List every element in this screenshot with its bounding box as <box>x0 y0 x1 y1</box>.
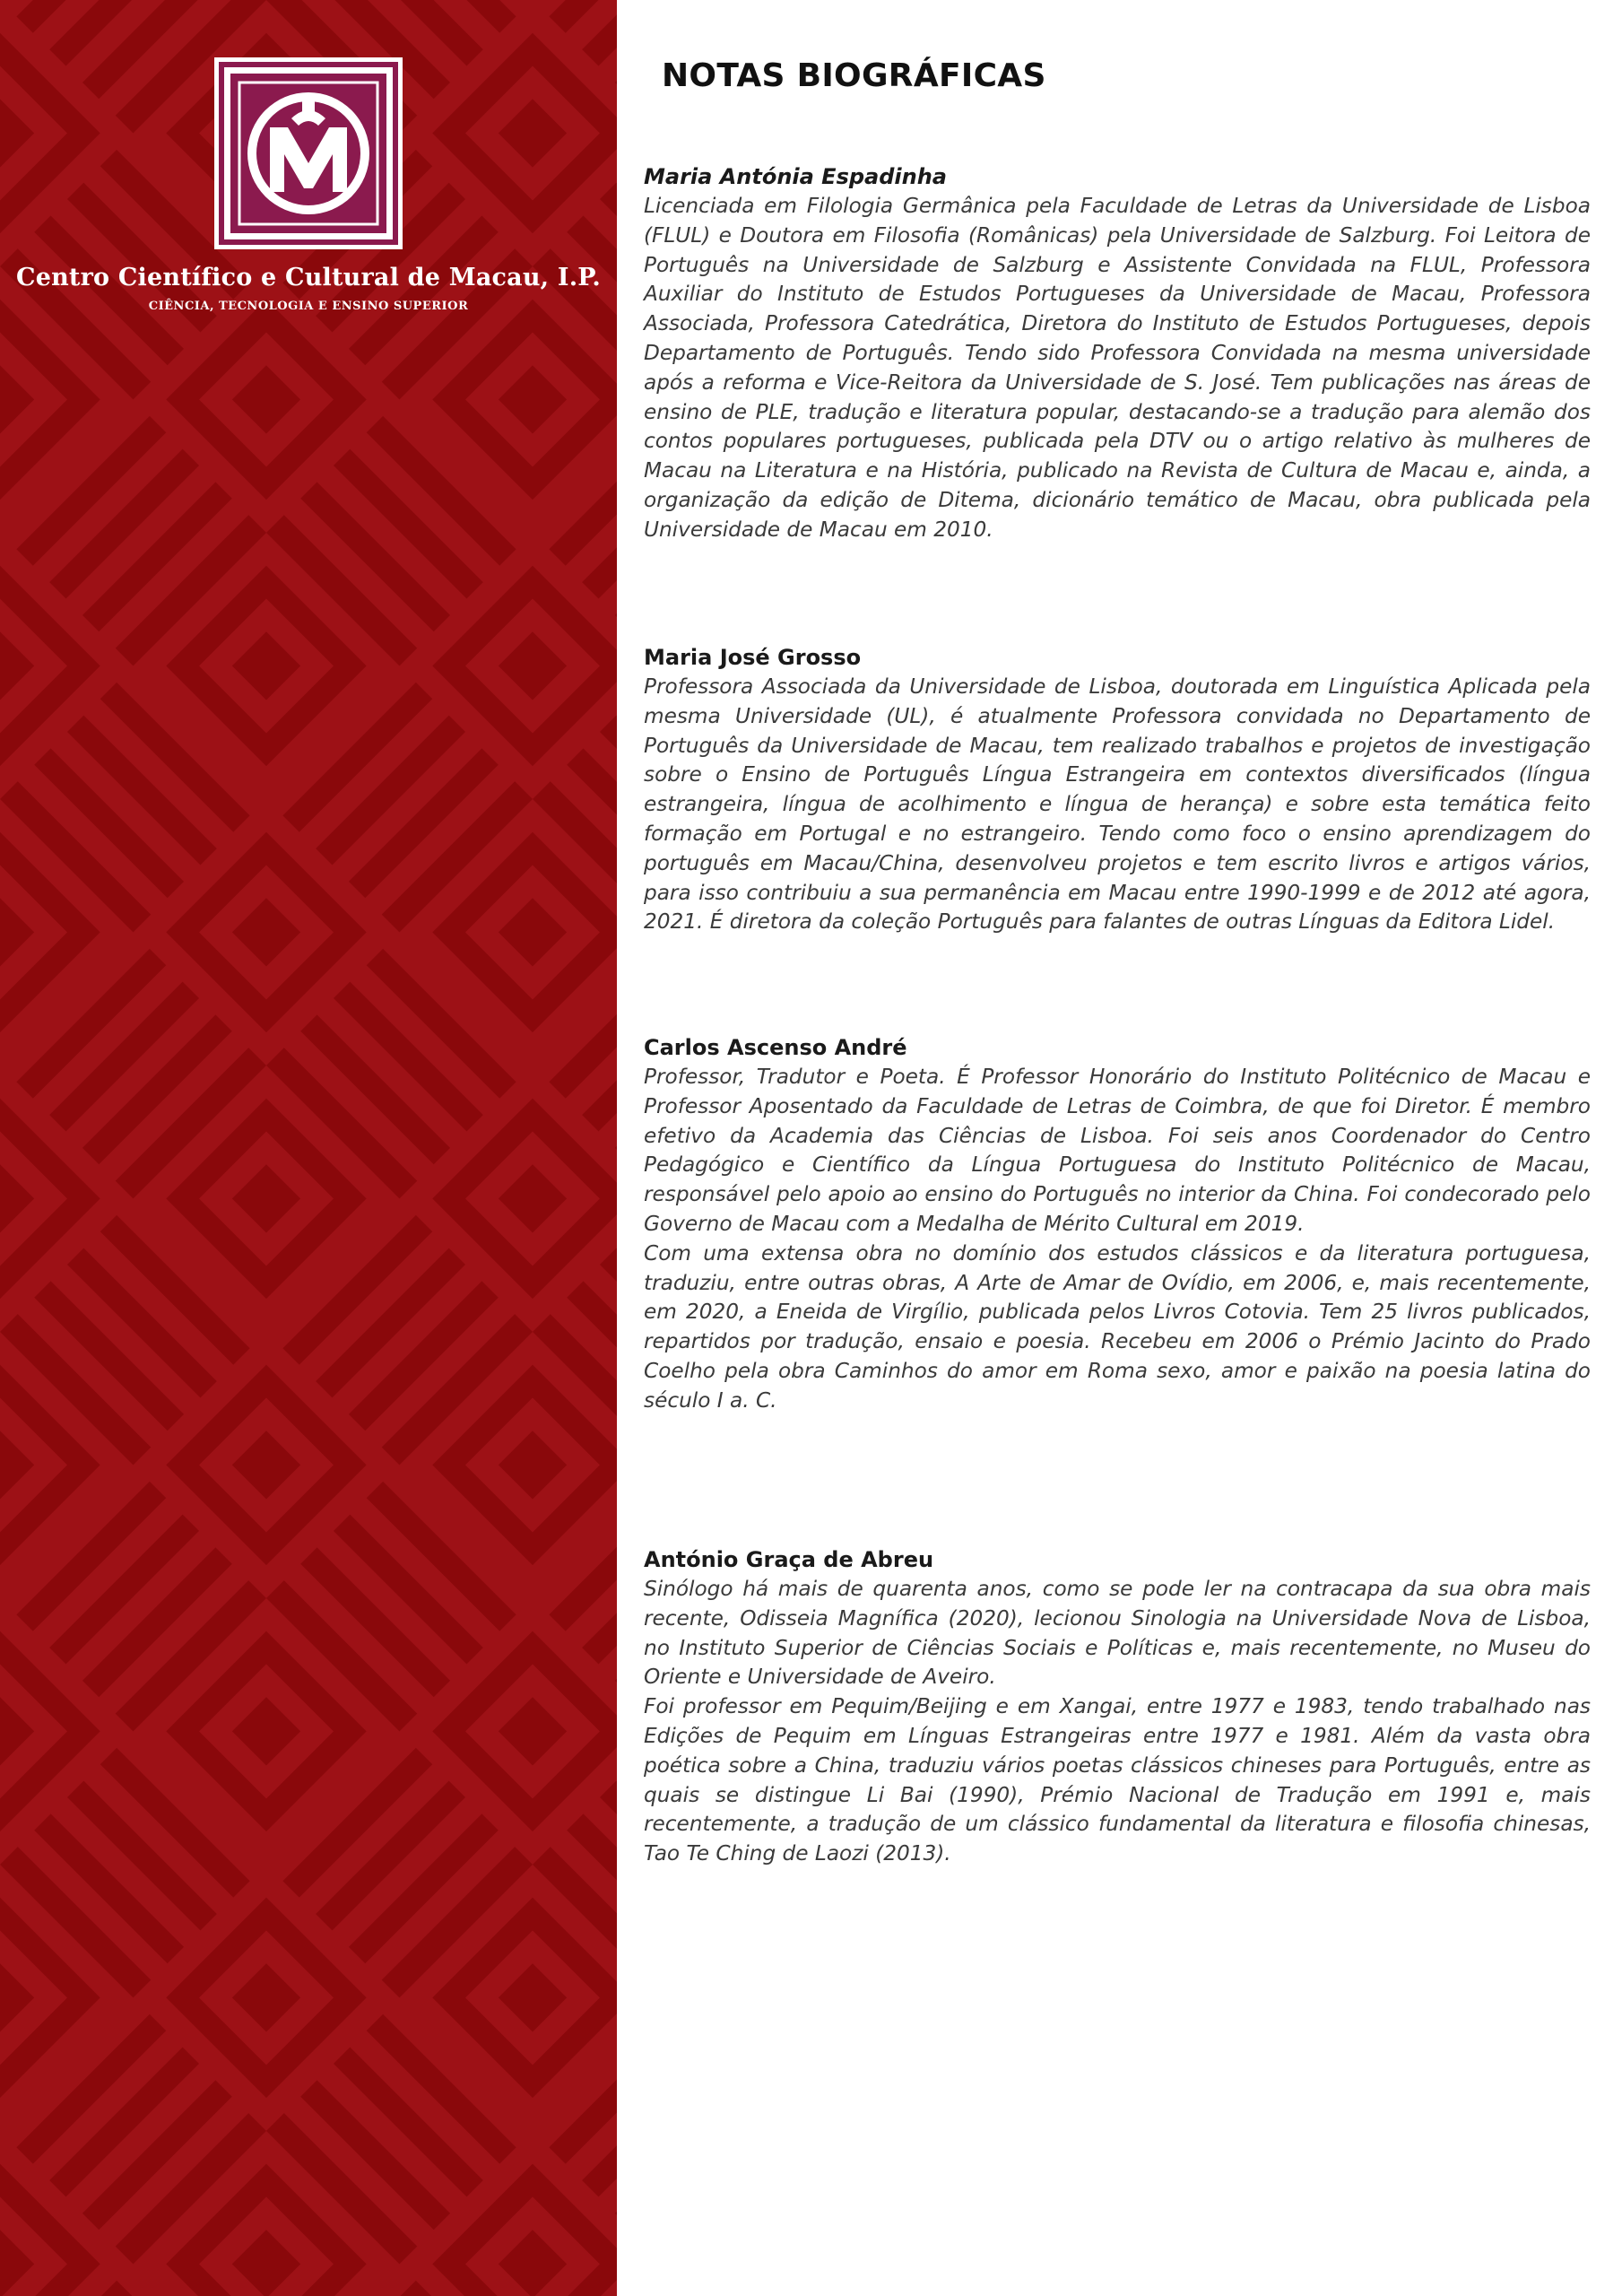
bio-name: Maria Antónia Espadinha <box>644 164 948 189</box>
bio-carlos-ascenso-andre <box>644 1033 1591 1416</box>
bio-paragraph: Com uma extensa obra no domínio dos estudos clássicos e da literatura portuguesa, traduziu, entre outras obras, A Arte de Amar de Ovídio, em 2006, e, mais recentemente, em 2020, a Eneida de Virgílio, publicada pelos Livros Cotovia. Tem 25 livros publicados, repartidos por tradução, ensaio e poesia. Recebeu em 2006 o Prémio Jacinto do Prado Coelho pela obra Caminhos do amor em Roma sexo, amor e paixão na poesia latina do século I a. C. <box>644 1240 1591 1413</box>
bio-paragraph: Professor, Tradutor e Poeta. É Professor Honorário do Instituto Politécnico de Macau e Professor Aposentado da Faculdade de Letras de Coimbra, de que foi Diretor. É membro efetivo da Academia das Ciências de Lisboa. Foi seis anos Coordenador do Centro Pedagógico e Científico da Língua Portuguesa do Instituto Politécnico de Macau, responsável pelo apoio ao ensino do Português no interior da China. Foi condecorado pelo Governo de Macau com a Medalha de Mérito Cultural em 2019. <box>644 1065 1591 1236</box>
bio-paragraph: Professora Associada da Universidade de Lisboa, doutorada em Linguística Aplicada pela mesma Universidade (UL), é atualmente Professora convidada no Departamento de Português da Universidade de Macau, tem realizado trabalhos e projetos de investigação sobre o Ensino de Português Língua Estrangeira em contextos diversificados (língua estrangeira, língua de acolhimento e língua de herança) e sobre esta temática feito formação em Portugal e no estrangeiro. Tendo como foco o ensino aprendizagem do português em Macau/China, desenvolveu projetos e tem escrito livros e artigos vários, para isso contribuiu a sua permanência em Macau entre 1990-1999 e de 2012 até agora, 2021. É diretora da coleção Português para falantes de outras Línguas da Editora Lidel. <box>644 674 1591 935</box>
logo <box>214 57 403 249</box>
bio-paragraph: Foi professor em Pequim/Beijing e em Xangai, entre 1977 e 1983, tendo trabalhado nas Edições de Pequim em Línguas Estrangeiras entre 1977 e 1981. Além da vasta obra poética sobre a China, traduziu vários poetas clássicos chineses para Português, entre as quais se distingue Li Bai (1990), Prémio Nacional de Tradução em 1991 e, mais recentemente, a tradução de um clássico fundamental da literatura e filosofia chinesas, Tao Te Ching de Laozi (2013). <box>644 1694 1591 1866</box>
bio-name: António Graça de Abreu <box>644 1547 934 1572</box>
bio-name: Carlos Ascenso André <box>644 1035 907 1060</box>
bio-paragraph: Licenciada em Filologia Germânica pela Faculdade de Letras da Universidade de Lisboa (FLUL) e Doutora em Filosofia (Românicas) pela Universidade de Salzburg. Foi Leitora de Português na Universidade de Salzburg e Assistente Convidada na FLUL, Professora Auxiliar do Instituto de Estudos Portugueses da Universidade de Macau, Professora Associada, Professora Catedrática, Diretora do Instituto de Estudos Portugueses, depois Departamento de Português. Tendo sido Professora Convidada na mesma universidade após a reforma e Vice-Reitora da Universidade de S. José. Tem publicações nas áreas de ensino de PLE, tradução e literatura popular, destacando-se a tradução para alemão dos contos populares portugueses, publicada pela DTV ou o artigo relativo às mulheres de Macau na Literatura e na História, publicado na Revista de Cultura de Macau e, ainda, a organização da edição de Ditema, dicionário temático de Macau, obra publicada pela Universidade de Macau em 2010. <box>644 194 1591 542</box>
fret-pattern-background <box>0 0 617 2296</box>
bio-paragraph: Sinólogo há mais de quarenta anos, como se pode ler na contracapa da sua obra mais recente, Odisseia Magnífica (2020), lecionou Sinologia na Universidade Nova de Lisboa, no Instituto Superior de Ciências Sociais e Políticas e, mais recentemente, no Museu do Oriente e Universidade de Aveiro. <box>644 1577 1591 1690</box>
bio-maria-jose-grosso <box>644 643 1591 937</box>
page-title: NOTAS BIOGRÁFICAS <box>662 57 1046 94</box>
macau-m-emblem-icon <box>214 57 403 249</box>
bio-maria-antonia-espadinha <box>644 162 1591 545</box>
bio-antonio-graca-de-abreu <box>644 1545 1591 1869</box>
bio-name: Maria José Grosso <box>644 645 862 670</box>
sidebar-panel <box>0 0 617 2296</box>
organization-name: Centro Científico e Cultural de Macau, I.P. <box>16 264 601 291</box>
organization-subtitle: CIÊNCIA, TECNOLOGIA E ENSINO SUPERIOR <box>148 300 469 313</box>
